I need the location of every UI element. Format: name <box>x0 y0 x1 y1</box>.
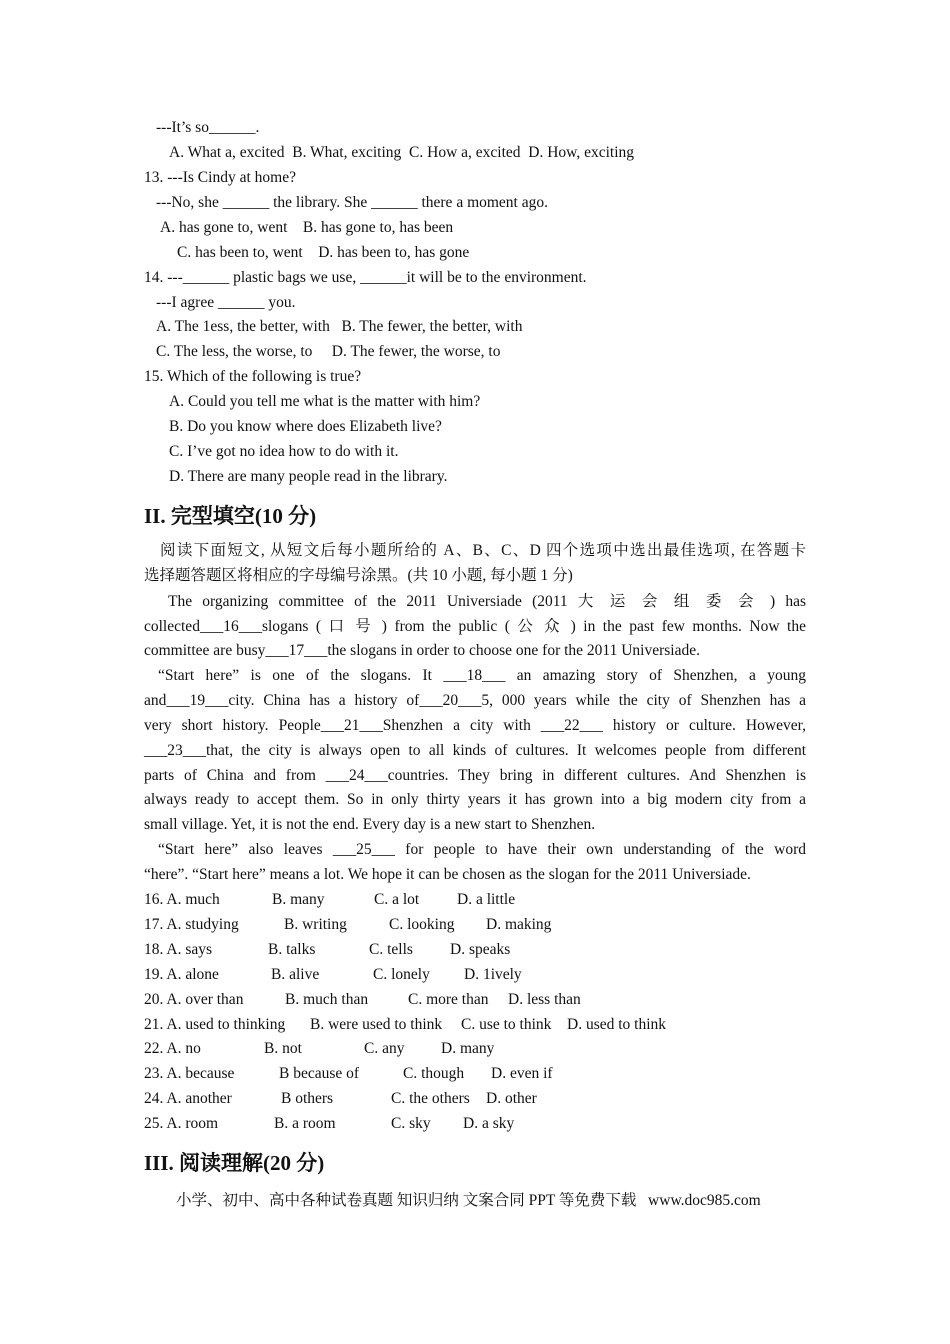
choice-item-d: D. 1ively <box>464 965 522 983</box>
choice-item-b: B. many <box>272 891 325 908</box>
choice-item-b: B. were used to think <box>310 1015 443 1033</box>
choice-item-d: D. less than <box>508 990 581 1008</box>
choice-item-b: B. alive <box>271 965 320 983</box>
section2-heading: II. 完型填空(10 分) <box>144 504 317 528</box>
q15-option-a: A. Could you tell me what is the matter with him? <box>169 393 481 410</box>
choice-item-b: B. much than <box>285 990 369 1008</box>
choice-item-d: D. a sky <box>463 1115 515 1133</box>
passage-line: The organizing committee of the 2011 Universiade (2011 大 运 会 组 委 会 ) has <box>168 593 806 610</box>
choice-item-c: C. the others <box>391 1090 470 1108</box>
q15-option-d: D. There are many people read in the library. <box>169 468 448 485</box>
choice-item-d: D. a little <box>457 891 516 908</box>
choice-item-c: C. lonely <box>373 965 430 983</box>
choice-item-a: 17. A. studying <box>144 915 239 933</box>
choice-item-a: 16. A. much <box>144 891 220 908</box>
section2-instruction-1: 阅读下面短文, 从短文后每小题所给的 A、B、C、D 四个选项中选出最佳选项, 在答题卡 <box>160 542 806 559</box>
choice-item-d: D. making <box>486 915 552 933</box>
choice-item-a: 24. A. another <box>144 1090 232 1108</box>
passage-line: and___19___city. China has a history of___20___5, 000 years while the city of Shenzhen has a <box>144 692 806 709</box>
choice-item-b: B. not <box>264 1040 302 1058</box>
passage-line: small village. Yet, it is not the end. Every day is a new start to Shenzhen. <box>144 816 596 833</box>
choice-item-c: C. use to think <box>461 1015 552 1033</box>
passage-line: always ready to accept them. So in only thirty years it has grown into a big modern city from a <box>144 791 806 808</box>
choice-item-a: 22. A. no <box>144 1040 201 1058</box>
q12-answer-line: ---It’s so______. <box>156 119 260 136</box>
choice-item-d: D. even if <box>491 1065 553 1083</box>
q15-question: 15. Which of the following is true? <box>144 368 362 385</box>
choice-item-c: C. tells <box>369 940 413 958</box>
choice-item-a: 18. A. says <box>144 940 213 958</box>
choice-item-c: C. looking <box>389 915 455 933</box>
q13-question: 13. ---Is Cindy at home? <box>144 169 296 186</box>
choice-item-d: D. many <box>441 1040 495 1058</box>
q14-answer-line: ---I agree ______ you. <box>156 294 296 311</box>
passage-line: parts of China and from ___24___countries. They bring in different cultures. And Shenzhen is <box>144 767 806 784</box>
passage-line: ___23___that, the city is always open to all kinds of cultures. It welcomes people from different <box>144 742 806 759</box>
q14-question: 14. ---______ plastic bags we use, ______it will be to the environment. <box>144 269 587 286</box>
q13-options-2: C. has been to, went D. has been to, has gone <box>177 244 470 261</box>
choice-item-d: D. used to think <box>567 1015 667 1033</box>
q14-options-2: C. The less, the worse, to D. The fewer, the worse, to <box>156 343 501 360</box>
passage-line: committee are busy___17___the slogans in order to choose one for the 2011 Universiade. <box>144 642 700 659</box>
choice-item-c: C. sky <box>391 1115 431 1133</box>
choice-item-a: 19. A. alone <box>144 965 219 983</box>
choice-item-d: D. speaks <box>450 940 511 958</box>
choice-item-c: C. though <box>403 1065 465 1083</box>
q12-options: A. What a, excited B. What, exciting C. How a, excited D. How, exciting <box>169 144 635 161</box>
q13-answer-line: ---No, she ______ the library. She ______ there a moment ago. <box>156 194 548 211</box>
q15-option-b: B. Do you know where does Elizabeth live? <box>169 418 442 435</box>
passage-line: very short history. People___21___Shenzhen a city with ___22___ history or culture. However, <box>144 717 806 734</box>
choice-item-d: D. other <box>486 1090 537 1108</box>
choice-item-a: 25. A. room <box>144 1115 219 1133</box>
choice-item-a: 23. A. because <box>144 1065 235 1083</box>
choice-item-b: B others <box>281 1090 334 1108</box>
footer-text: 小学、初中、高中各种试卷真题 知识归纳 文案合同 PPT 等免费下载 www.doc985.com <box>176 1192 761 1209</box>
section3-heading: III. 阅读理解(20 分) <box>144 1151 325 1175</box>
passage-line: collected___16___slogans ( 口 号 ) from the public ( 公 众 ) in the past few months. Now the <box>144 618 806 635</box>
choice-item-b: B. talks <box>268 940 316 958</box>
q14-options-1: A. The 1ess, the better, with B. The fewer, the better, with <box>156 318 523 335</box>
choice-item-b: B. writing <box>284 915 347 933</box>
section2-instruction-2: 选择题答题区将相应的字母编号涂黑。(共 10 小题, 每小题 1 分) <box>144 567 573 584</box>
choice-item-c: C. a lot <box>374 891 420 908</box>
passage-line: “Start here” also leaves ___25___ for people to have their own understanding of the word <box>158 841 806 858</box>
choice-item-a: 20. A. over than <box>144 990 244 1008</box>
choice-item-c: C. more than <box>408 990 489 1008</box>
choice-item-c: C. any <box>364 1040 405 1058</box>
q15-option-c: C. I’ve got no idea how to do with it. <box>169 443 399 460</box>
passage-line: “here”. “Start here” means a lot. We hope it can be chosen as the slogan for the 2011 Universiade. <box>144 866 751 883</box>
q13-options-1: A. has gone to, went B. has gone to, has been <box>160 219 454 236</box>
choice-item-b: B. a room <box>274 1115 336 1133</box>
choice-item-a: 21. A. used to thinking <box>144 1015 286 1033</box>
choice-item-b: B because of <box>279 1065 360 1083</box>
passage-line: “Start here” is one of the slogans. It ___18___ an amazing story of Shenzhen, a young <box>158 667 806 684</box>
